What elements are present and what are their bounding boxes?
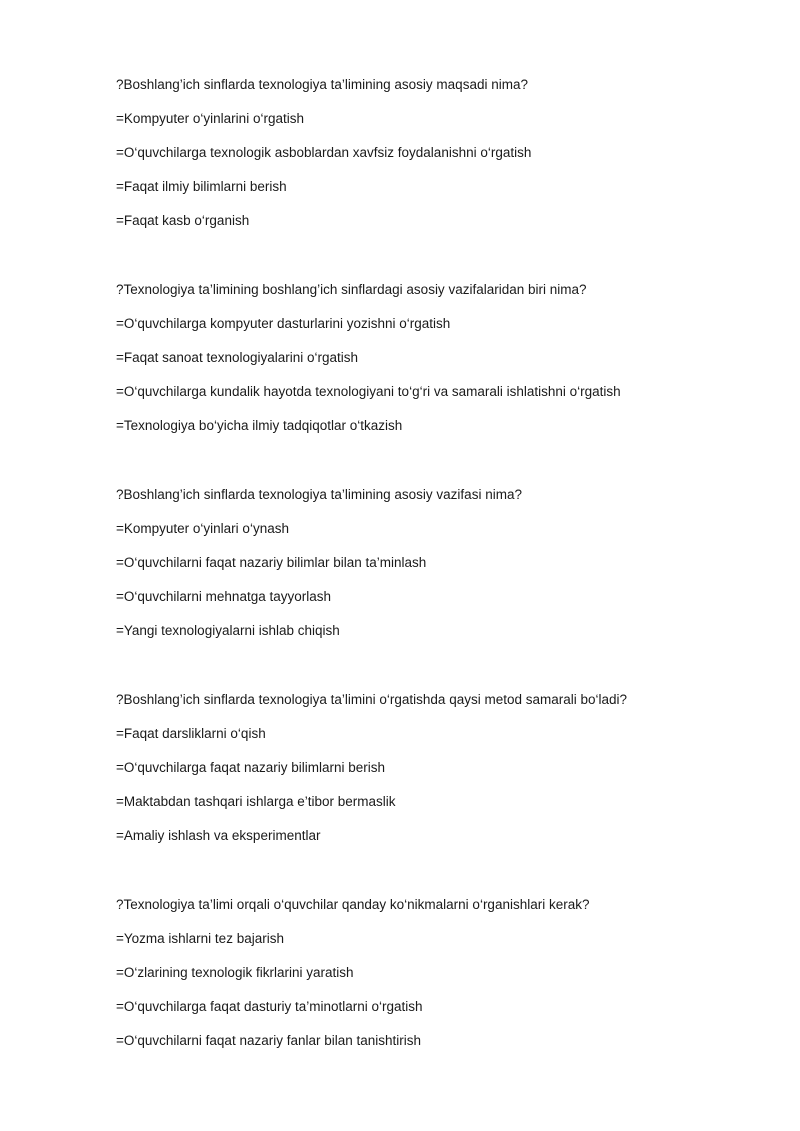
question-2: ?Texnologiya ta’limining boshlang’ich sinflardagi asosiy vazifalaridan biri nima? [116, 282, 587, 297]
answer-4-4: =Amaliy ishlash va eksperimentlar [116, 828, 321, 843]
answer-3-2: =O‘quvchilarni faqat nazariy bilimlar bilan ta’minlash [116, 555, 427, 570]
answer-1-4: =Faqat kasb o‘rganish [116, 213, 250, 228]
answer-4-2: =O‘quvchilarga faqat nazariy bilimlarni berish [116, 760, 386, 775]
question-1: ?Boshlang’ich sinflarda texnologiya ta’limining asosiy maqsadi nima? [116, 77, 528, 92]
answer-3-3: =O‘quvchilarni mehnatga tayyorlash [116, 589, 331, 604]
answer-2-4: =Texnologiya bo‘yicha ilmiy tadqiqotlar o‘tkazish [116, 418, 403, 433]
question-3: ?Boshlang’ich sinflarda texnologiya ta’limining asosiy vazifasi nima? [116, 487, 522, 502]
answer-2-2: =Faqat sanoat texnologiyalarini o‘rgatish [116, 350, 359, 365]
answer-3-4: =Yangi texnologiyalarni ishlab chiqish [116, 623, 340, 638]
question-5: ?Texnologiya ta’limi orqali o‘quvchilar qanday ko‘nikmalarni o‘rganishlari kerak? [116, 897, 590, 912]
answer-5-1: =Yozma ishlarni tez bajarish [116, 931, 284, 946]
answer-1-3: =Faqat ilmiy bilimlarni berish [116, 179, 287, 194]
answer-5-2: =O‘zlarining texnologik fikrlarini yaratish [116, 965, 354, 980]
answer-2-1: =O‘quvchilarga kompyuter dasturlarini yozishni o‘rgatish [116, 316, 451, 331]
answer-4-3: =Maktabdan tashqari ishlarga e’tibor bermaslik [116, 794, 396, 809]
answer-2-3: =O‘quvchilarga kundalik hayotda texnologiyani to‘g‘ri va samarali ishlatishni o‘rgatish [116, 384, 621, 399]
answer-1-2: =O‘quvchilarga texnologik asboblardan xavfsiz foydalanishni o‘rgatish [116, 145, 532, 160]
answer-5-3: =O‘quvchilarga faqat dasturiy ta’minotlarni o‘rgatish [116, 999, 423, 1014]
answer-3-1: =Kompyuter o‘yinlari o‘ynash [116, 521, 289, 536]
question-4: ?Boshlang’ich sinflarda texnologiya ta’limini o‘rgatishda qaysi metod samarali bo‘ladi? [116, 692, 628, 707]
answer-4-1: =Faqat darsliklarni o‘qish [116, 726, 266, 741]
answer-5-4: =O‘quvchilarni faqat nazariy fanlar bilan tanishtirish [116, 1033, 422, 1048]
answer-1-1: =Kompyuter o‘yinlarini o‘rgatish [116, 111, 304, 126]
